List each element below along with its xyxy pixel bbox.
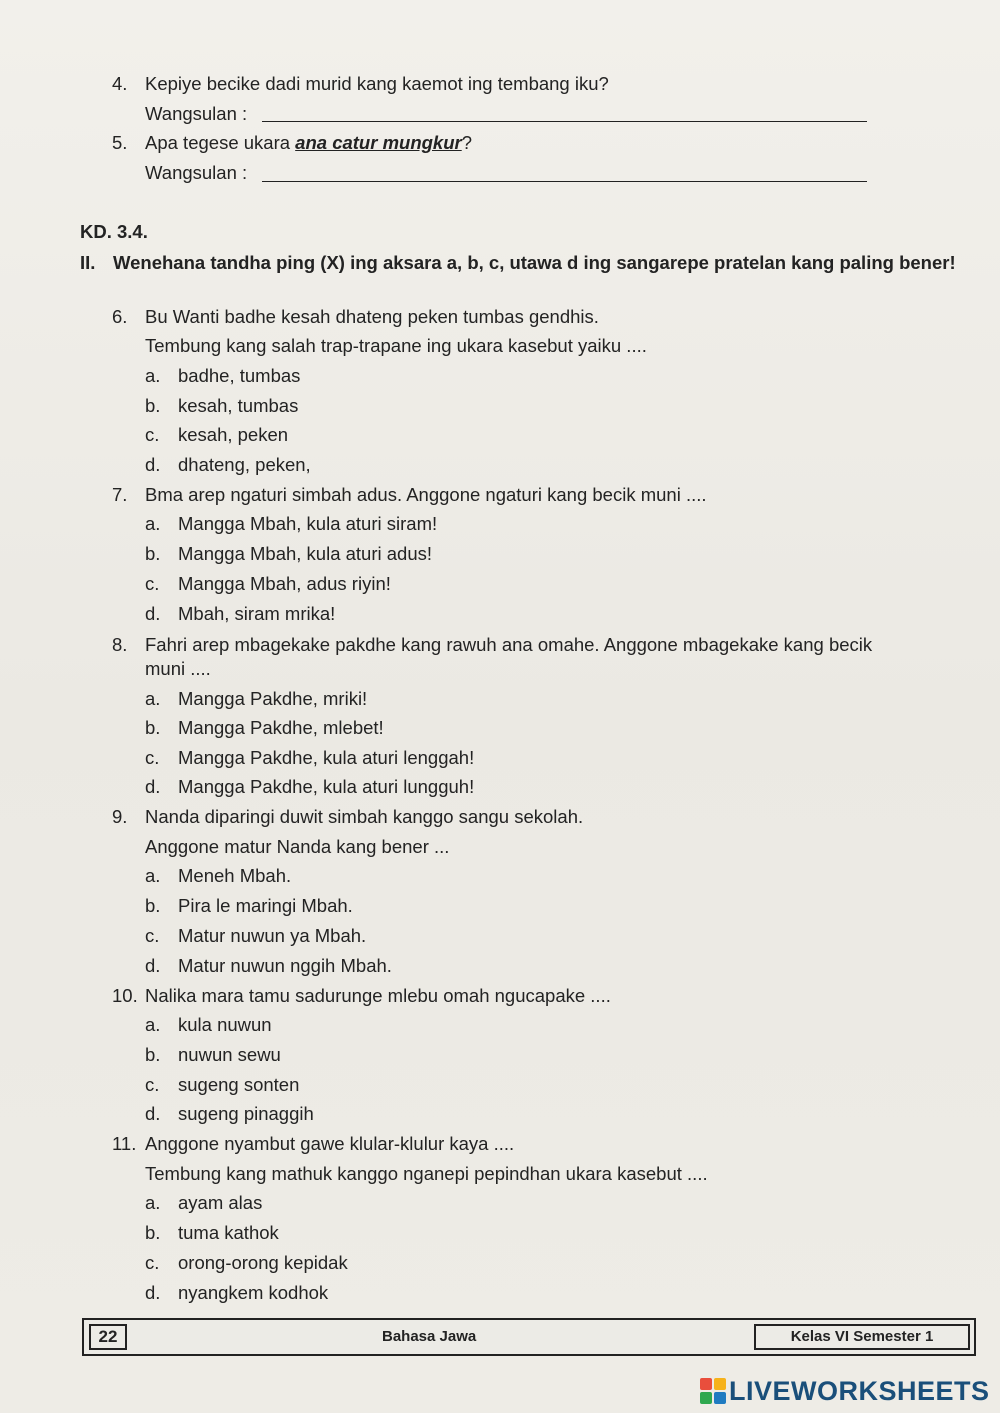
liveworksheets-brand <box>700 1374 990 1408</box>
answer-line-5[interactable] <box>262 181 867 182</box>
question-text: Kepiye becike dadi murid kang kaemot ing tembang iku? <box>145 73 609 94</box>
question-number: 7. <box>112 484 128 505</box>
question-text-after: ? <box>461 132 473 153</box>
question-9 <box>112 802 583 832</box>
option-a[interactable]: a. Mangga Mbah, kula aturi siram! <box>145 513 438 534</box>
page-number: 22 <box>89 1324 127 1350</box>
page-footer <box>82 1318 976 1356</box>
option-a[interactable]: a. kula nuwun <box>145 1014 272 1035</box>
option-b[interactable]: b. nuwun sewu <box>145 1044 281 1065</box>
option-b[interactable]: b. Mangga Pakdhe, mlebet! <box>145 717 384 738</box>
option-d[interactable]: d. nyangkem kodhok <box>145 1282 329 1303</box>
option-d[interactable]: d. Mbah, siram mrika! <box>145 603 336 624</box>
question-number: 9. <box>112 806 128 827</box>
answer-label-5: Wangsulan : <box>145 162 248 183</box>
question-text: Fahri arep mbagekake pakdhe kang rawuh ana omahe. Anggone mbagekake kang becik <box>145 634 873 655</box>
option-c[interactable]: c. Mangga Mbah, adus riyin! <box>145 573 391 594</box>
option-c[interactable]: c. kesah, peken <box>145 424 289 445</box>
question-number: 4. <box>112 73 128 94</box>
option-a[interactable]: a. Mangga Pakdhe, mriki! <box>145 688 368 709</box>
section-number: II. <box>80 252 96 273</box>
option-a[interactable]: a. badhe, tumbas <box>145 365 301 386</box>
option-c[interactable]: c. Matur nuwun ya Mbah. <box>145 925 367 946</box>
option-b[interactable]: b. Mangga Mbah, kula aturi adus! <box>145 543 433 564</box>
option-d[interactable]: d. Mangga Pakdhe, kula aturi lungguh! <box>145 776 475 797</box>
question-10 <box>112 981 611 1011</box>
option-b[interactable]: b. tuma kathok <box>145 1222 279 1243</box>
question-text: Nanda diparingi duwit simbah kanggo sangu sekolah. <box>145 806 584 827</box>
question-11 <box>112 1129 514 1159</box>
option-c[interactable]: c. sugeng sonten <box>145 1074 300 1095</box>
answer-line-4[interactable] <box>262 121 867 122</box>
question-subtext: Anggone matur Nanda kang bener ... <box>145 836 450 857</box>
section-text: Wenehana tandha ping (X) ing aksara a, b, c, utawa d ing sangarepe pratelan kang paling bener! <box>113 252 956 273</box>
liveworksheets-logo-icon <box>700 1378 726 1404</box>
option-d[interactable]: d. sugeng pinaggih <box>145 1103 314 1124</box>
footer-subject: Bahasa Jawa <box>382 1328 477 1345</box>
question-5 <box>112 128 472 158</box>
option-c[interactable]: c. orong-orong kepidak <box>145 1252 348 1273</box>
question-number: 11. <box>112 1133 137 1154</box>
question-text: Bma arep ngaturi simbah adus. Anggone ngaturi kang becik muni .... <box>145 484 707 505</box>
footer-class: Kelas VI Semester 1 <box>754 1324 970 1350</box>
option-b[interactable]: b. Pira le maringi Mbah. <box>145 895 353 916</box>
option-c[interactable]: c. Mangga Pakdhe, kula aturi lenggah! <box>145 747 475 768</box>
option-d[interactable]: d. dhateng, peken, <box>145 454 311 475</box>
brand-text: LIVEWORKSHEETS <box>729 1375 990 1406</box>
question-subtext: Tembung kang mathuk kanggo nganepi pepindhan ukara kasebut .... <box>145 1163 708 1184</box>
option-a[interactable]: a. Meneh Mbah. <box>145 865 292 886</box>
option-a[interactable]: a. ayam alas <box>145 1192 263 1213</box>
answer-label-4: Wangsulan : <box>145 103 248 124</box>
question-subtext: muni .... <box>145 658 211 679</box>
option-d[interactable]: d. Matur nuwun nggih Mbah. <box>145 955 392 976</box>
question-number: 8. <box>112 634 128 655</box>
question-number: 5. <box>112 132 128 153</box>
question-emphasis: ana catur mungkur <box>295 132 462 153</box>
option-b[interactable]: b. kesah, tumbas <box>145 395 299 416</box>
question-subtext: Tembung kang salah trap-trapane ing ukara kasebut yaiku .... <box>145 335 647 356</box>
question-number: 10. <box>112 985 138 1006</box>
question-4 <box>112 69 609 99</box>
question-text-before: Apa tegese ukara <box>145 132 296 153</box>
question-7 <box>112 480 707 510</box>
question-6 <box>112 302 599 332</box>
question-number: 6. <box>112 306 128 327</box>
question-text: Nalika mara tamu sadurunge mlebu omah ngucapake .... <box>145 985 611 1006</box>
kd-heading: KD. 3.4. <box>80 221 148 242</box>
question-text: Anggone nyambut gawe klular-klulur kaya .... <box>145 1133 515 1154</box>
question-8 <box>112 630 872 660</box>
question-text: Bu Wanti badhe kesah dhateng peken tumbas gendhis. <box>145 306 599 327</box>
